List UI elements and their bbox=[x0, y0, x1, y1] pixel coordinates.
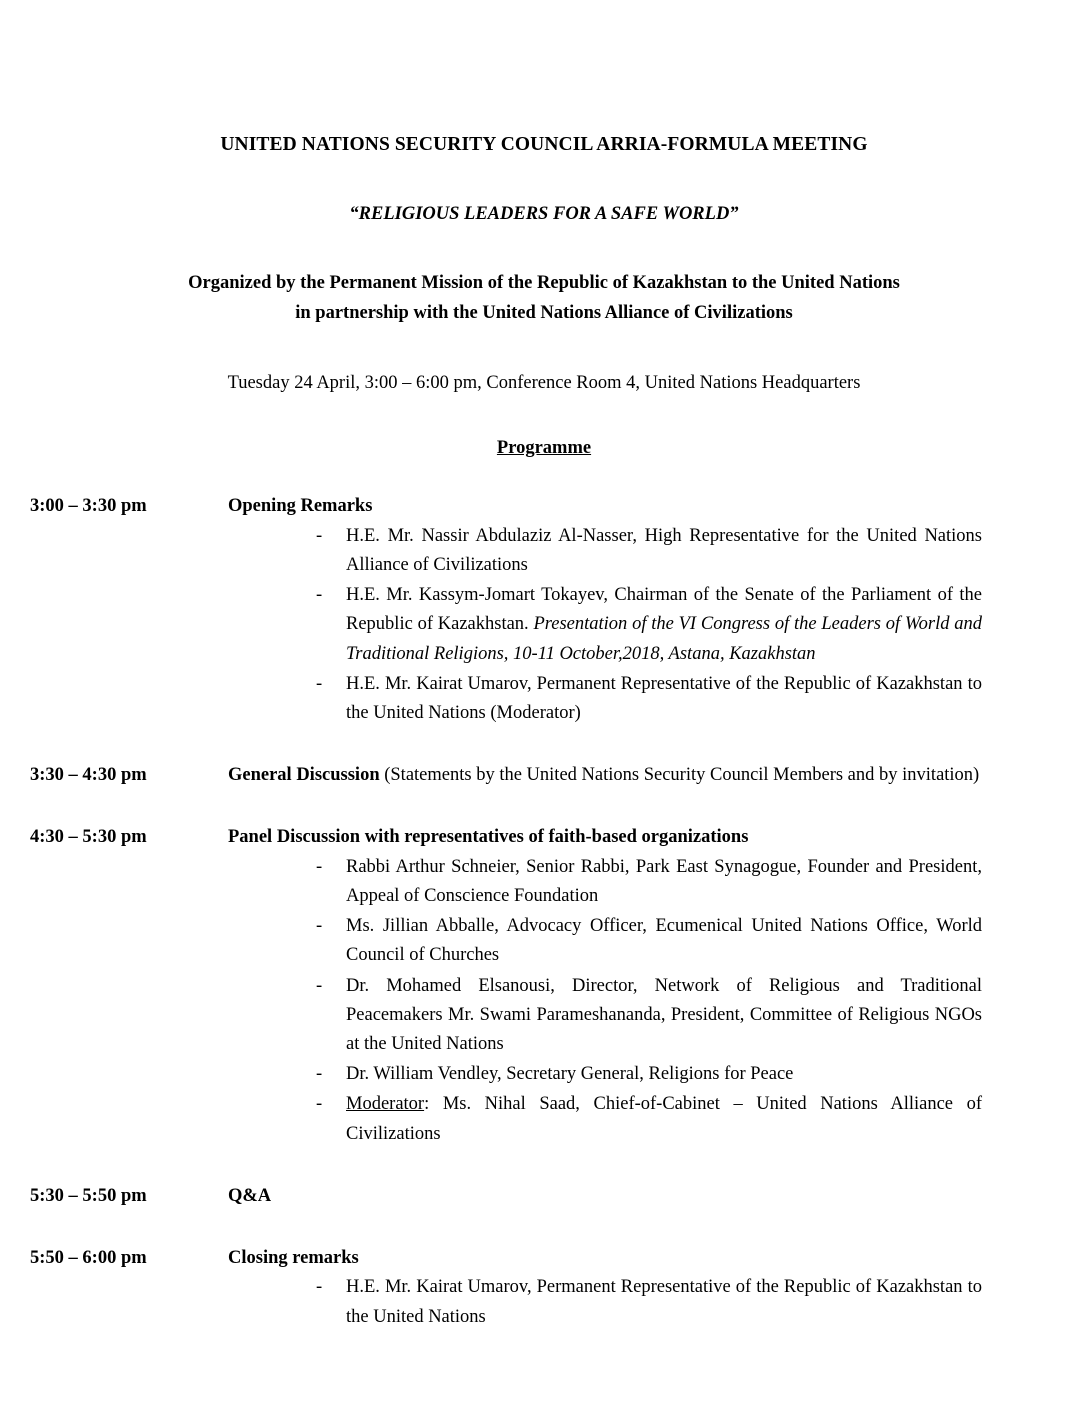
programme-session bbox=[30, 1245, 988, 1332]
organizer-line-2: in partnership with the United Nations Alliance of Civilizations bbox=[295, 302, 793, 323]
list-item bbox=[308, 1273, 982, 1331]
list-item bbox=[308, 522, 982, 580]
session-item-list bbox=[100, 1273, 988, 1331]
item-text: H.E. Mr. Kassym-Jomart Tokayev, Chairman of the Senate of the Parliament of the Republic of Kazakhstan. bbox=[346, 585, 982, 635]
item-text: H.E. Mr. Nassir Abdulaziz Al-Nasser, High Representative for the United Nations Alliance of Civilizations bbox=[346, 525, 982, 575]
item-text: H.E. Mr. Kairat Umarov, Permanent Representative of the Republic of Kazakhstan to the United Nations (Moderator) bbox=[346, 673, 982, 723]
session-header bbox=[30, 762, 988, 790]
list-item bbox=[308, 1060, 982, 1089]
list-item bbox=[308, 972, 982, 1060]
item-text: H.E. Mr. Kairat Umarov, Permanent Representative of the Republic of Kazakhstan to the United Nations bbox=[346, 1277, 982, 1327]
session-title: General Discussion bbox=[228, 765, 380, 786]
session-header bbox=[30, 493, 988, 521]
programme-session bbox=[30, 824, 988, 1149]
session-time: 3:30 – 4:30 pm bbox=[30, 765, 147, 786]
item-text: Ms. Jillian Abballe, Advocacy Officer, Ecumenical United Nations Office, World Council of Churches bbox=[346, 916, 982, 966]
list-item bbox=[308, 853, 982, 911]
item-text: Dr. William Vendley, Secretary General, Religions for Peace bbox=[346, 1064, 794, 1085]
session-title: Closing remarks bbox=[228, 1247, 359, 1268]
session-item-list bbox=[100, 522, 988, 729]
item-underlined-label: Moderator bbox=[346, 1094, 425, 1115]
list-item bbox=[308, 1090, 982, 1148]
session-header bbox=[30, 1245, 988, 1273]
session-time: 5:50 – 6:00 pm bbox=[30, 1247, 147, 1268]
organizer-block bbox=[100, 269, 988, 329]
item-italic-text: Presentation of the VI Congress of the Leaders of World and Traditional Religions, 10-11 October,2018, Astana, Kazakhstan bbox=[346, 614, 983, 664]
programme-session bbox=[30, 1183, 988, 1211]
session-time: 3:00 – 3:30 pm bbox=[30, 495, 147, 516]
session-title: Q&A bbox=[228, 1185, 272, 1206]
list-item bbox=[308, 581, 982, 669]
programme-heading: Programme bbox=[496, 437, 592, 458]
session-header bbox=[30, 1183, 988, 1211]
item-text: Dr. Mohamed Elsanousi, Director, Network of Religious and Traditional Peacemakers Mr. Swami Parameshananda, President, Committee of Religious NGOs at the United Nations bbox=[346, 975, 982, 1055]
list-item bbox=[308, 670, 982, 728]
page-title: UNITED NATIONS SECURITY COUNCIL ARRIA-FORMULA MEETING bbox=[220, 134, 868, 155]
programme-sessions bbox=[30, 493, 988, 1332]
session-note: (Statements by the United Nations Security Council Members and by invitation) bbox=[379, 765, 980, 786]
event-logistics: Tuesday 24 April, 3:00 – 6:00 pm, Conference Room 4, United Nations Headquarters bbox=[227, 372, 861, 393]
session-title: Opening Remarks bbox=[228, 495, 373, 516]
session-header bbox=[30, 824, 988, 852]
session-time: 4:30 – 5:30 pm bbox=[30, 826, 147, 847]
list-item bbox=[308, 912, 982, 970]
organizer-line-1: Organized by the Permanent Mission of the Republic of Kazakhstan to the United Nations bbox=[188, 273, 900, 293]
item-text: Rabbi Arthur Schneier, Senior Rabbi, Park East Synagogue, Founder and President, Appeal of Conscience Foundation bbox=[346, 856, 982, 906]
session-item-list bbox=[100, 853, 988, 1149]
programme-session bbox=[30, 493, 988, 728]
document-subtitle: “RELIGIOUS LEADERS FOR A SAFE WORLD” bbox=[349, 204, 739, 224]
item-text-trailing: : Ms. Nihal Saad, Chief-of-Cabinet – United Nations Alliance of Civilizations bbox=[346, 1094, 982, 1144]
session-time: 5:30 – 5:50 pm bbox=[30, 1185, 147, 1206]
session-title: Panel Discussion with representatives of faith-based organizations bbox=[228, 826, 749, 847]
programme-session bbox=[30, 762, 988, 790]
